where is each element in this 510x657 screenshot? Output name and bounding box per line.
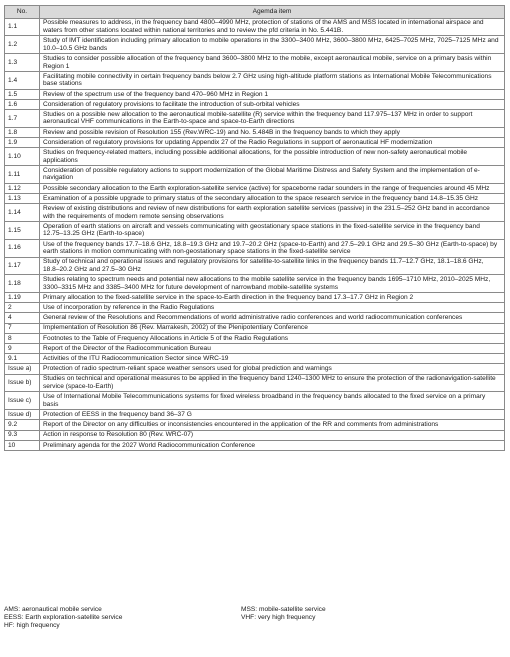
agenda-description: Examination of a possible upgrade to primary status of the secondary allocation to the space research service in the frequency band 14.8–15.35 GHz: [40, 194, 505, 204]
agenda-number: 1.4: [5, 71, 40, 89]
agenda-number: 1.5: [5, 89, 40, 99]
agenda-number: 7: [5, 323, 40, 333]
table-row: [5, 71, 505, 89]
agenda-number: 9.3: [5, 430, 40, 440]
table-row: [5, 313, 505, 323]
table-header-row: [5, 6, 505, 19]
agenda-number: 9.2: [5, 420, 40, 430]
agenda-table-container: [4, 5, 504, 451]
table-row: [5, 420, 505, 430]
legend-entry: EESS: Earth exploration-satellite service: [4, 614, 123, 622]
agenda-number: 1.18: [5, 275, 40, 293]
legend-row: [4, 606, 504, 614]
agenda-description: Studies to consider possible allocation of the frequency band 3600–3800 MHz to the mobile, except aeronautical mobile, service on a primary basis within Region 1: [40, 54, 505, 72]
legend-entry: AMS: aeronautical mobile service: [4, 606, 102, 613]
agenda-number: Issue b): [5, 374, 40, 392]
agenda-number: 1.19: [5, 293, 40, 303]
legend-entry: HF: high frequency: [4, 622, 60, 630]
agenda-description: Possible measures to address, in the frequency band 4800–4990 MHz, protection of stations of the AMS and MSS located in international airspace and waters from other stations located within national territories and to review the pfd criteria in No. 5.441B.: [40, 18, 505, 36]
agenda-description: Preliminary agenda for the 2027 World Radiocommunication Conference: [40, 440, 505, 450]
agenda-number: 10: [5, 440, 40, 450]
agenda-description: Protection of radio spectrum-reliant space weather sensors used for global prediction and warnings: [40, 364, 505, 374]
agenda-description: Protection of EESS in the frequency band 36–37 G: [40, 410, 505, 420]
agenda-description: Possible secondary allocation to the Earth exploration-satellite service (active) for spaceborne radar sounders in the range of frequencies around 45 MHz: [40, 183, 505, 193]
agenda-description: Report of the Director of the Radiocommunication Bureau: [40, 344, 505, 354]
agenda-number: 1.11: [5, 166, 40, 184]
table-row: [5, 344, 505, 354]
table-row: [5, 257, 505, 275]
table-row: [5, 354, 505, 364]
agenda-number: 1.14: [5, 204, 40, 222]
table-row: [5, 410, 505, 420]
agenda-description: Operation of earth stations on aircraft and vessels communicating with geostationary space stations in the fixed-satellite service in the frequency band 12.75–13.25 GHz (Earth-to-space): [40, 221, 505, 239]
table-row: [5, 127, 505, 137]
agenda-description: Activities of the ITU Radiocommunication Sector since WRC-19: [40, 354, 505, 364]
agenda-number: 1.16: [5, 239, 40, 257]
table-row: [5, 374, 505, 392]
table-row: [5, 18, 505, 36]
table-row: [5, 138, 505, 148]
table-row: [5, 204, 505, 222]
legend-row: [4, 622, 504, 630]
agenda-number: 1.15: [5, 221, 40, 239]
agenda-description: Consideration of possible regulatory actions to support modernization of the Global Maritime Distress and Safety System and the implementation of e-navigation: [40, 166, 505, 184]
agenda-description: Use of incorporation by reference in the Radio Regulations: [40, 303, 505, 313]
agenda-number: 1.9: [5, 138, 40, 148]
agenda-number: 9: [5, 344, 40, 354]
table-row: [5, 275, 505, 293]
agenda-number: Issue c): [5, 392, 40, 410]
agenda-number: 9.1: [5, 354, 40, 364]
agenda-description: Review of existing distributions and review of new distributions for earth exploration satellite services (passive) in the 231.5–252 GHz band in accordance with the requirements of modern remote sensing observations: [40, 204, 505, 222]
table-row: [5, 239, 505, 257]
table-row: [5, 183, 505, 193]
table-row: [5, 89, 505, 99]
agenda-description: Primary allocation to the fixed-satellite service in the space-to-Earth direction in the frequency band 17.3–17.7 GHz in Region 2: [40, 293, 505, 303]
agenda-description: Studies on a possible new allocation to the aeronautical mobile-satellite (R) service within the frequency band 117.975–137 MHz in order to support aeronautical VHF communications in the Earth-to-space and space-to-Earth directions: [40, 110, 505, 128]
agenda-description: Studies on technical and operational measures to be applied in the frequency band 1240–1300 MHz to ensure the protection of the radionavigation-satellite service (space-to-Earth): [40, 374, 505, 392]
agenda-number: 1.1: [5, 18, 40, 36]
agenda-number: 1.17: [5, 257, 40, 275]
table-row: [5, 54, 505, 72]
agenda-description: General review of the Resolutions and Recommendations of world administrative radio conferences and world radiocommunication conferences: [40, 313, 505, 323]
legend-row: [4, 614, 504, 622]
agenda-description: Use of International Mobile Telecommunications systems for fixed wireless broadband in the frequency bands allocated to the fixed service on a primary basis: [40, 392, 505, 410]
table-row: [5, 110, 505, 128]
table-row: [5, 364, 505, 374]
agenda-description: Study of technical and operational issues and regulatory provisions for satellite-to-satellite links in the frequency bands 11.7–12.7 GHz, 18.1–18.6 GHz, 18.8–20.2 GHz and 27.5–30 GHz: [40, 257, 505, 275]
table-row: [5, 430, 505, 440]
table-row: [5, 333, 505, 343]
agenda-description: Study of IMT identification including primary allocation to mobile operations in the 3300–3400 MHz, 3600–3800 MHz, 6425–7025 MHz, 7025–7125 MHz and 10.0–10.5 GHz bands: [40, 36, 505, 54]
agenda-table-body: [5, 18, 505, 450]
agenda-number: 1.2: [5, 36, 40, 54]
agenda-number: Issue d): [5, 410, 40, 420]
table-row: [5, 440, 505, 450]
agenda-number: Issue a): [5, 364, 40, 374]
agenda-number: 8: [5, 333, 40, 343]
agenda-number: 1.12: [5, 183, 40, 193]
table-row: [5, 221, 505, 239]
header-agenda-item: Agemda item: [40, 6, 505, 19]
agenda-description: Use of the frequency bands 17.7–18.6 GHz, 18.8–19.3 GHz and 19.7–20.2 GHz (space-to-Earth) and 27.5–29.1 GHz and 29.5–30 GHz (Earth-to-space) by earth stations in motion communicating with non-geostationary space stations in the fixed-satellite service: [40, 239, 505, 257]
agenda-description: Report of the Director on any difficulties or inconsistencies encountered in the application of the RR and comments from administrations: [40, 420, 505, 430]
agenda-number: 1.13: [5, 194, 40, 204]
agenda-description: Consideration of regulatory provisions to facilitate the introduction of sub-orbital vehicles: [40, 99, 505, 109]
agenda-number: 1.7: [5, 110, 40, 128]
table-row: [5, 36, 505, 54]
agenda-description: Studies relating to spectrum needs and potential new allocations to the mobile satellite service in the frequency bands 1695–1710 MHz, 2010–2025 MHz, 3300–3315 MHz and 3385–3400 MHz for future development of narrowband mobile-satellite systems: [40, 275, 505, 293]
agenda-description: Consideration of regulatory provisions for updating Appendix 27 of the Radio Regulations in support of aeronautical HF modernization: [40, 138, 505, 148]
table-row: [5, 166, 505, 184]
agenda-number: 1.3: [5, 54, 40, 72]
agenda-number: 4: [5, 313, 40, 323]
table-row: [5, 303, 505, 313]
agenda-number: 1.10: [5, 148, 40, 166]
table-row: [5, 99, 505, 109]
legend-entry: VHF: very high frequency: [241, 614, 316, 622]
agenda-description: Footnotes to the Table of Frequency Allocations in Article 5 of the Radio Regulations: [40, 333, 505, 343]
table-row: [5, 148, 505, 166]
agenda-description: Implementation of Resolution 86 (Rev. Marrakesh, 2002) of the Plenipotentiary Conference: [40, 323, 505, 333]
agenda-description: Studies on frequency-related matters, including possible additional allocations, for the possible introduction of new non-safety aeronautical mobile applications: [40, 148, 505, 166]
table-row: [5, 392, 505, 410]
agenda-number: 1.8: [5, 127, 40, 137]
agenda-description: Action in response to Resolution 80 (Rev. WRC-07): [40, 430, 505, 440]
legend-entry: MSS: mobile-satellite service: [241, 606, 326, 613]
agenda-number: 1.6: [5, 99, 40, 109]
header-no: No.: [5, 6, 40, 19]
abbreviations-legend: [4, 606, 504, 631]
agenda-description: Facilitating mobile connectivity in certain frequency bands below 2.7 GHz using high-altitude platform stations as International Mobile Telecommunications base stations: [40, 71, 505, 89]
table-row: [5, 194, 505, 204]
table-row: [5, 323, 505, 333]
agenda-table: [4, 5, 505, 451]
agenda-description: Review and possible revision of Resolution 155 (Rev.WRC-19) and No. 5.484B in the frequency bands to which they apply: [40, 127, 505, 137]
agenda-description: Review of the spectrum use of the frequency band 470–960 MHz in Region 1: [40, 89, 505, 99]
table-row: [5, 293, 505, 303]
agenda-number: 2: [5, 303, 40, 313]
